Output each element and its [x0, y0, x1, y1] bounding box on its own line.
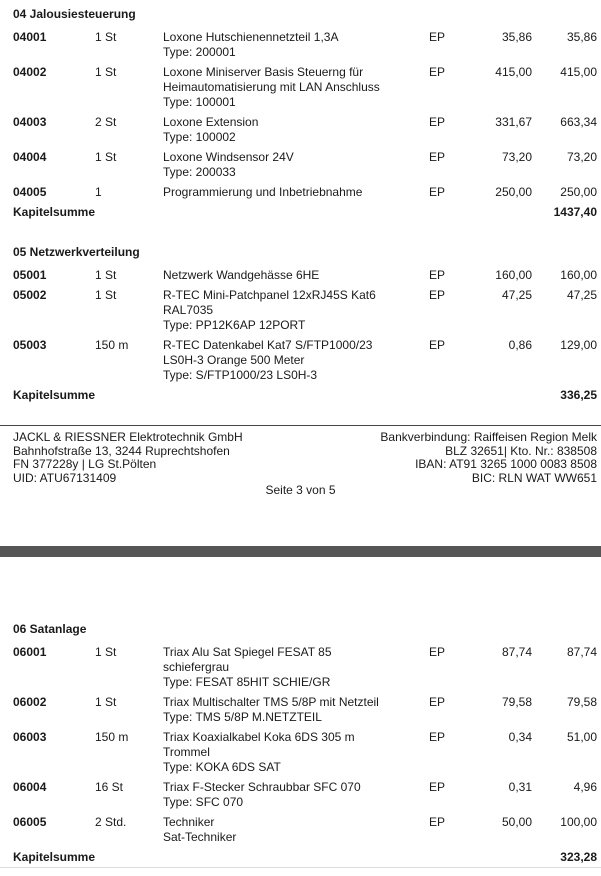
- chapter-sum-row: [13, 850, 597, 865]
- item-qty: 1 St: [95, 268, 117, 282]
- item-description-line: Trommel: [163, 745, 210, 759]
- item-total: 100,00: [560, 815, 597, 829]
- item-total: 415,00: [560, 65, 597, 79]
- company-uid: UID: ATU67131409: [13, 470, 117, 485]
- chapter-sum-label: Kapitelsumme: [13, 205, 96, 219]
- item-qty: 1: [95, 185, 102, 199]
- table-row: [13, 780, 597, 810]
- item-price-type: EP: [429, 115, 446, 129]
- item-description-line: Triax Koaxialkabel Koka 6DS 305 m: [163, 730, 355, 744]
- item-unit-price: 73,20: [501, 150, 532, 164]
- item-pos: 06004: [13, 780, 47, 794]
- item-total: 250,00: [560, 185, 597, 199]
- item-description-line: Type: PP12K6AP 12PORT: [163, 318, 306, 332]
- item-qty: 16 St: [95, 780, 124, 794]
- item-total: 663,34: [560, 115, 597, 129]
- table-row: [13, 695, 597, 725]
- chapter-sum-label: Kapitelsumme: [13, 850, 96, 864]
- item-pos: 04004: [13, 150, 47, 164]
- bank-bic: BIC: RLN WAT WW651: [471, 470, 597, 485]
- item-description: [163, 780, 429, 810]
- section-title: 04 Jalousiesteuerung: [13, 7, 136, 21]
- item-pos: 04001: [13, 30, 47, 44]
- company-address: Bahnhofstraße 13, 3244 Ruprechtshofen: [13, 443, 230, 458]
- item-qty: 1 St: [95, 288, 117, 302]
- item-description-line: Type: FESAT 85HIT SCHIE/GR: [163, 675, 331, 689]
- table-row: [13, 268, 597, 283]
- table-row: [13, 815, 597, 845]
- item-total: 160,00: [560, 268, 597, 282]
- item-description-line: Type: 200033: [163, 165, 236, 179]
- item-description-line: Loxone Extension: [163, 115, 259, 129]
- item-description: [163, 65, 429, 110]
- table-row: [13, 185, 597, 200]
- item-qty: 150 m: [95, 338, 129, 352]
- item-pos: 06002: [13, 695, 47, 709]
- item-description-line: RAL7035: [163, 303, 214, 317]
- item-description-line: Type: 200001: [163, 45, 236, 59]
- item-description-line: Type: 100001: [163, 95, 236, 109]
- item-qty: 1 St: [95, 65, 117, 79]
- item-unit-price: 331,67: [495, 115, 532, 129]
- item-unit-price: 35,86: [501, 30, 532, 44]
- section-title: 05 Netzwerkverteilung: [13, 245, 140, 259]
- table-row: [13, 150, 597, 180]
- item-pos: 04002: [13, 65, 47, 79]
- item-total: 73,20: [566, 150, 597, 164]
- item-price-type: EP: [429, 65, 446, 79]
- bank-iban: IBAN: AT91 3265 1000 0083 8508: [415, 457, 597, 471]
- item-unit-price: 47,25: [501, 288, 532, 302]
- item-pos: 06005: [13, 815, 47, 829]
- item-description-line: Heimautomatisierung mit LAN Anschluss: [163, 80, 380, 94]
- item-description-line: LS0H-3 Orange 500 Meter: [163, 353, 305, 367]
- item-price-type: EP: [429, 150, 446, 164]
- item-price-type: EP: [429, 815, 446, 829]
- table-row: [13, 30, 597, 60]
- item-total: 47,25: [566, 288, 597, 302]
- item-price-type: EP: [429, 185, 446, 199]
- item-description-line: Triax F-Stecker Schraubbar SFC 070: [163, 780, 361, 794]
- item-qty: 1 St: [95, 645, 117, 659]
- table-row: [13, 288, 597, 333]
- item-description-line: Type: KOKA 6DS SAT: [163, 760, 281, 774]
- item-unit-price: 160,00: [495, 268, 532, 282]
- item-total: 79,58: [566, 695, 597, 709]
- item-unit-price: 250,00: [495, 185, 532, 199]
- item-pos: 06003: [13, 730, 47, 744]
- item-unit-price: 415,00: [495, 65, 532, 79]
- bank-info: [380, 431, 597, 485]
- chapter-sum-row: [13, 388, 597, 403]
- table-row: [13, 730, 597, 775]
- chapter-sum-row: [13, 205, 597, 220]
- item-description: [163, 115, 429, 145]
- item-description: [163, 645, 429, 690]
- item-total: 4,96: [573, 780, 597, 794]
- item-price-type: EP: [429, 645, 446, 659]
- item-description: [163, 185, 429, 200]
- item-unit-price: 0,31: [508, 780, 532, 794]
- section-netzwerkverteilung: [0, 245, 601, 403]
- item-description-line: Type: 100002: [163, 130, 236, 144]
- company-registry: FN 377228y | LG St.Pölten: [13, 457, 157, 471]
- item-description: [163, 730, 429, 775]
- item-description-line: R-TEC Datenkabel Kat7 S/FTP1000/23: [163, 338, 373, 352]
- item-qty: 1 St: [95, 150, 117, 164]
- item-unit-price: 50,00: [501, 815, 532, 829]
- table-row: [13, 65, 597, 110]
- item-description: [163, 815, 429, 845]
- item-description-line: Type: TMS 5/8P M.NETZTEIL: [163, 710, 322, 724]
- item-description-line: Loxone Miniserver Basis Steuerng für: [163, 65, 364, 79]
- page-number: Seite 3 von 5: [265, 483, 336, 497]
- item-description: [163, 150, 429, 180]
- item-total: 35,86: [566, 30, 597, 44]
- item-qty: 2 Std.: [95, 815, 127, 829]
- item-pos: 05002: [13, 288, 47, 302]
- item-price-type: EP: [429, 268, 446, 282]
- chapter-sum-label: Kapitelsumme: [13, 388, 96, 402]
- item-pos: 05003: [13, 338, 47, 352]
- item-price-type: EP: [429, 695, 446, 709]
- item-price-type: EP: [429, 780, 446, 794]
- item-description-line: Sat-Techniker: [163, 830, 237, 844]
- chapter-sum-value: 1437,40: [553, 205, 597, 219]
- item-price-type: EP: [429, 288, 446, 302]
- item-qty: 2 St: [95, 115, 117, 129]
- item-description-line: Type: SFC 070: [163, 795, 244, 809]
- chapter-sum-value: 323,28: [560, 850, 597, 864]
- item-price-type: EP: [429, 338, 446, 352]
- item-description-line: R-TEC Mini-Patchpanel 12xRJ45S Kat6: [163, 288, 376, 302]
- item-price-type: EP: [429, 30, 446, 44]
- item-description-line: Loxone Hutschienennetzteil 1,3A: [163, 30, 339, 44]
- table-row: [13, 115, 597, 145]
- item-description-line: schiefergrau: [163, 660, 230, 674]
- item-unit-price: 0,34: [508, 730, 532, 744]
- item-description-line: Triax Multischalter TMS 5/8P mit Netzteil: [163, 695, 379, 709]
- item-description-line: Programmierung und Inbetriebnahme: [163, 185, 363, 199]
- item-description: [163, 695, 429, 725]
- item-total: 129,00: [560, 338, 597, 352]
- section-jalousiesteuerung: [0, 7, 601, 220]
- page-break-separator: [0, 546, 601, 557]
- section-title: 06 Satanlage: [13, 622, 87, 636]
- item-total: 51,00: [566, 730, 597, 744]
- item-description-line: Triax Alu Sat Spiegel FESAT 85: [163, 645, 332, 659]
- item-pos: 06001: [13, 645, 47, 659]
- item-qty: 150 m: [95, 730, 129, 744]
- item-unit-price: 0,86: [508, 338, 532, 352]
- item-description: [163, 268, 429, 283]
- company-name: JACKL & RIESSNER Elektrotechnik GmbH: [13, 430, 243, 444]
- table-row: [13, 338, 597, 383]
- item-unit-price: 79,58: [501, 695, 532, 709]
- bottom-rule: [0, 867, 601, 868]
- item-description: [163, 288, 429, 333]
- item-pos: 04003: [13, 115, 47, 129]
- item-description-line: Loxone Windsensor 24V: [163, 150, 294, 164]
- bank-blz-account: BLZ 32651| Kto. Nr.: 838508: [445, 443, 597, 458]
- company-info: [13, 431, 243, 485]
- chapter-sum-value: 336,25: [560, 388, 597, 402]
- item-qty: 1 St: [95, 695, 117, 709]
- footer-columns: [13, 431, 597, 485]
- item-pos: 05001: [13, 268, 47, 282]
- item-description-line: Type: S/FTP1000/23 LS0H-3: [163, 368, 318, 382]
- item-description-line: Techniker: [163, 815, 215, 829]
- item-pos: 04005: [13, 185, 47, 199]
- item-description: [163, 338, 429, 383]
- table-row: [13, 645, 597, 690]
- item-unit-price: 87,74: [501, 645, 532, 659]
- item-total: 87,74: [566, 645, 597, 659]
- item-qty: 1 St: [95, 30, 117, 44]
- page-footer: [0, 425, 601, 485]
- item-description-line: Netzwerk Wandgehässe 6HE: [163, 268, 320, 282]
- item-price-type: EP: [429, 730, 446, 744]
- section-satanlage: [0, 622, 601, 865]
- bank-name: Bankverbindung: Raiffeisen Region Melk: [380, 430, 597, 444]
- item-description: [163, 30, 429, 60]
